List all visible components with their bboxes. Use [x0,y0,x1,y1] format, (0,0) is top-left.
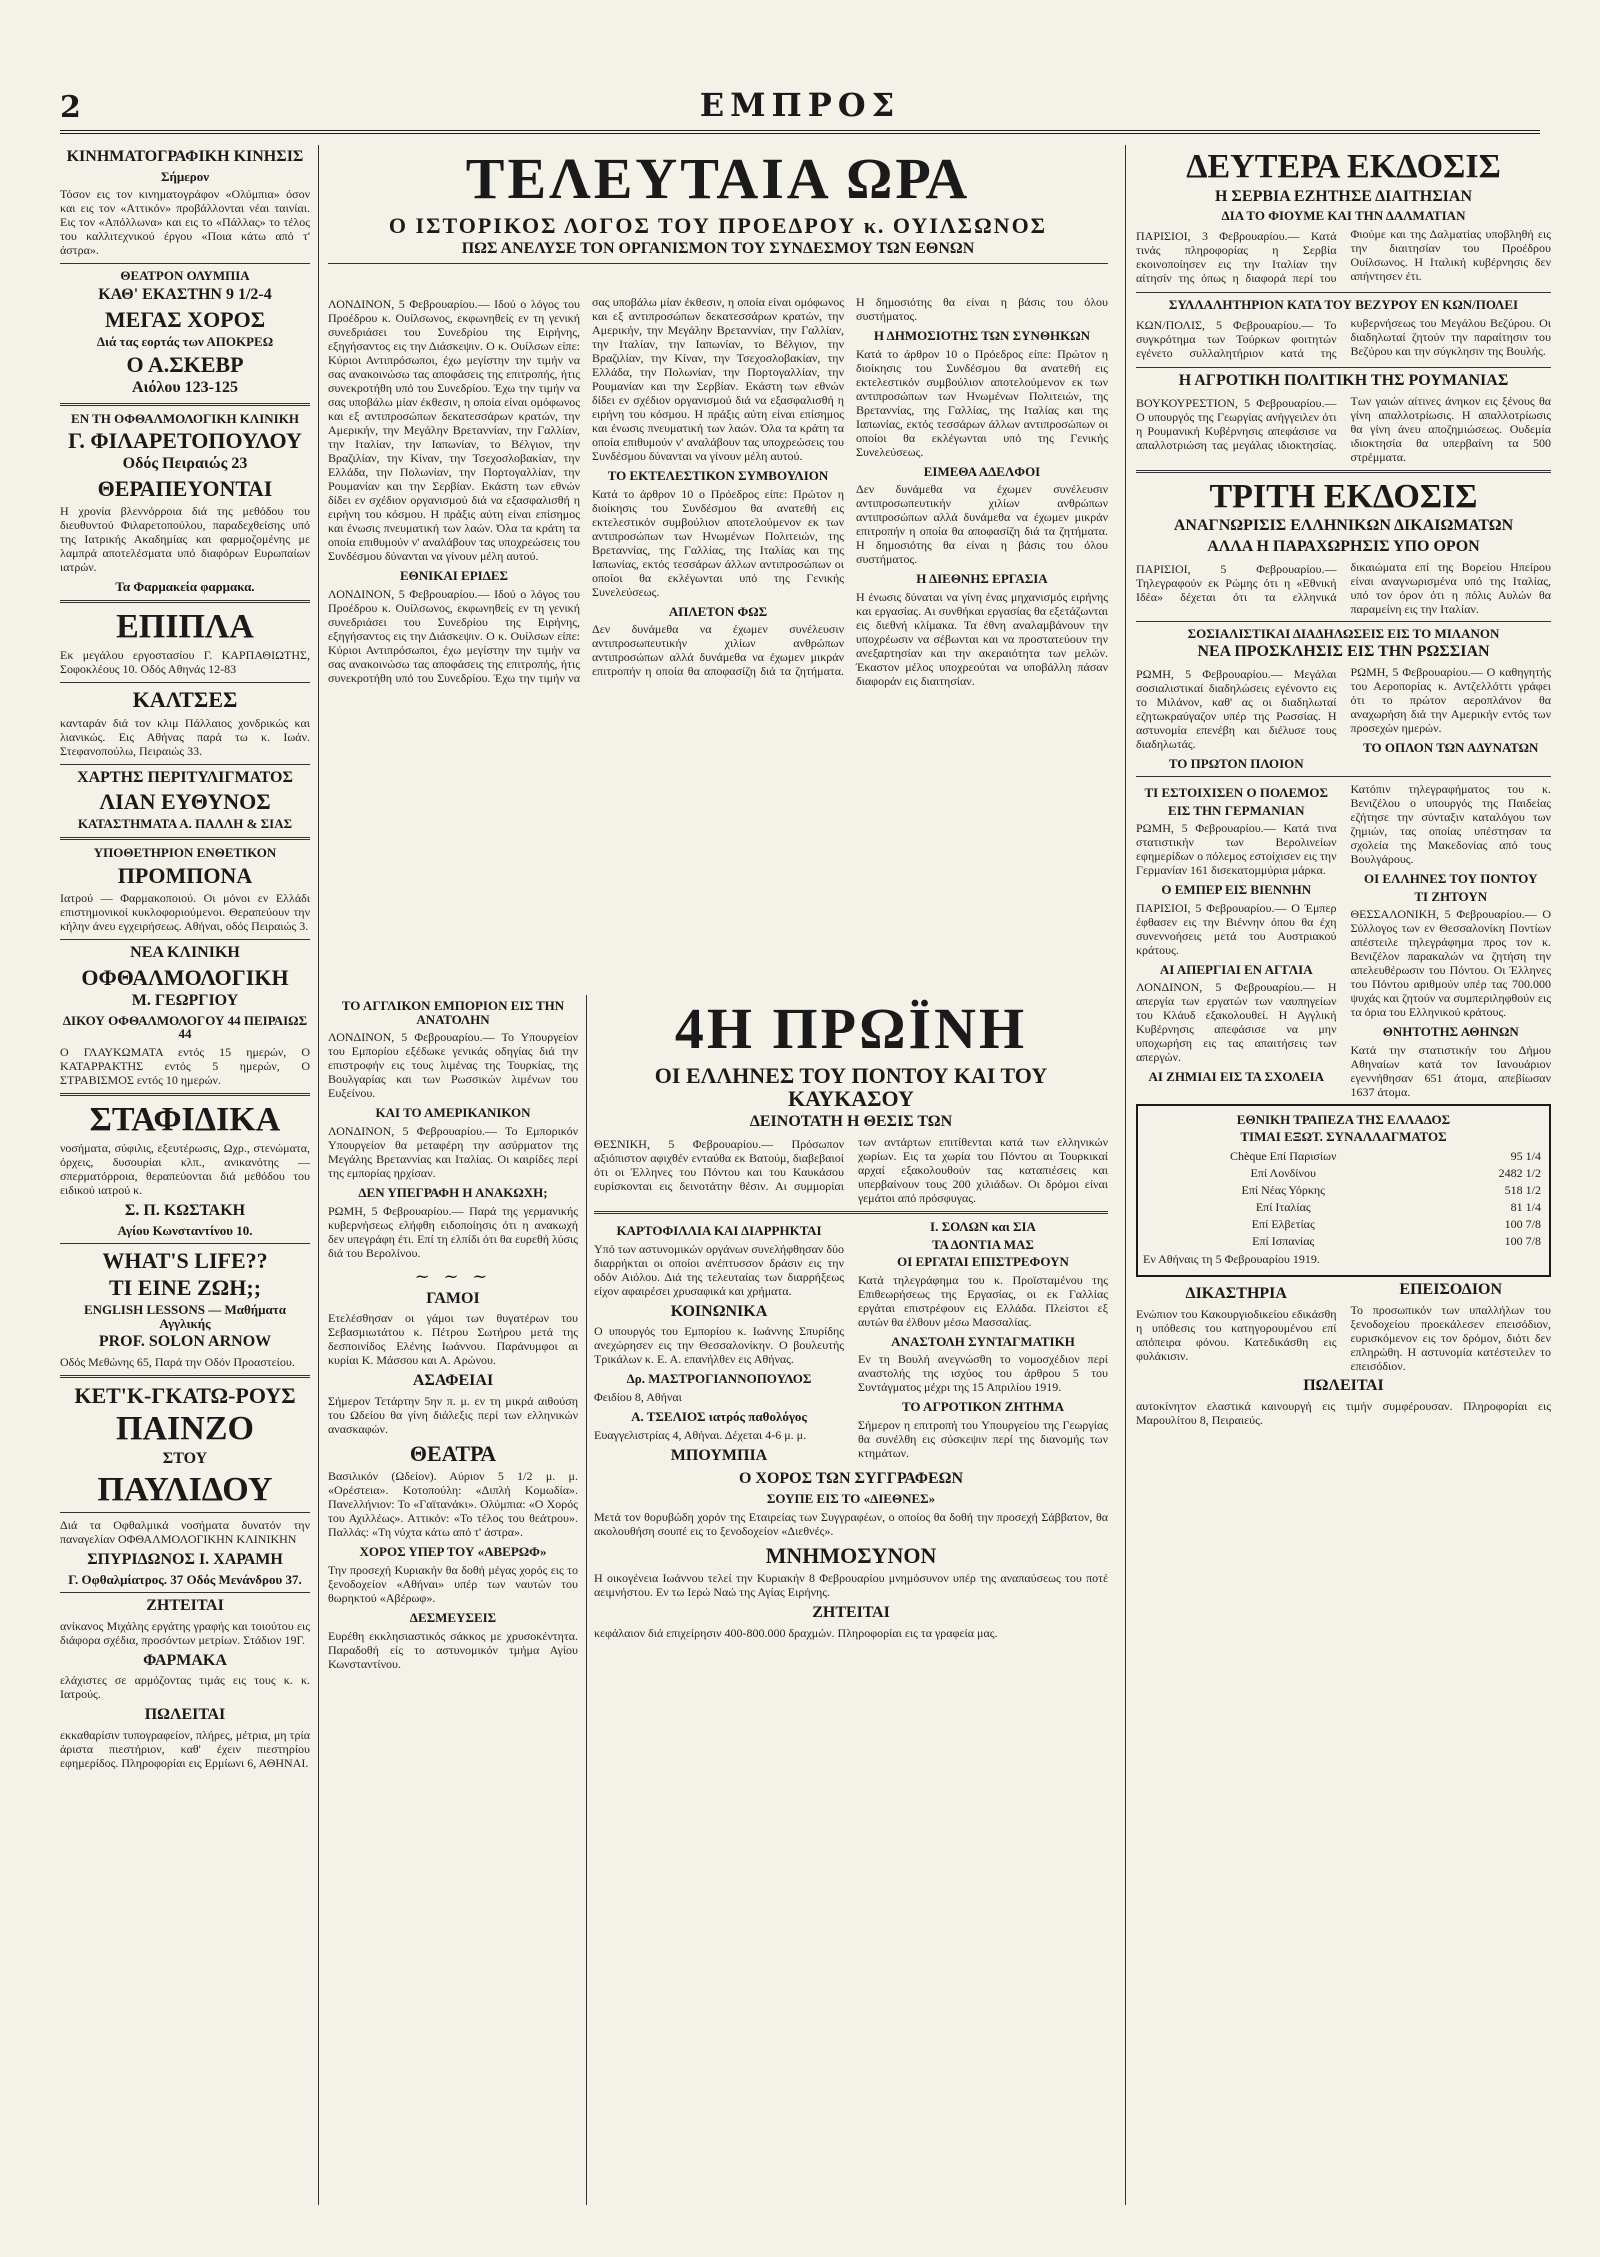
divider [60,263,310,264]
pontou-columns [594,1135,1108,1205]
exchange-rates-table [1143,1148,1544,1250]
eimetha-subheading: ΕΙΜΕΘΑ ΑΔΕΛΦΟΙ [923,463,1041,479]
asafeiai-heading: ΑΣΑΦΕΙΑΙ [412,1372,494,1390]
solon-name: Ι. ΣΟΛΩΝ και ΣΙΑ [930,1218,1036,1234]
theatra-text: Βασιλικόν (Ωδείον). Αύριον 5 1/2 μ. μ. «Ορέστεια». Κοτοπούλη: «Διπλή Κομωδία». Πανελλήνιον: Το «Γαϊτανάκι». Ολύμπια: «Ο Χορός του Αχιλλέως». Αττικόν: «Το τέλος του θεάτρου». Παλλάς: «Τη νύχτα κάτω από τ' άστρα». [328,1469,578,1540]
opla-heading: ΤΟ ΟΠΛΟΝ ΤΩΝ ΑΔΥΝΑΤΩΝ [1363,740,1539,756]
divider [60,403,310,406]
kinima-subheading: Σήμερον [160,168,210,184]
estiakos-heading: ΤΙ ΕΣΤΟΙΧΙΣΕΝ Ο ΠΟΛΕΜΟΣ [1144,784,1329,800]
wilson-text-2: ΛΟΝΔΙΝΟΝ, 5 Φεβρουαρίου.— Ιδού ο λόγος του Προέδρου κ. Ουίλσωνος, εκφωνηθείς εν τη γενική συνεδριάσει του Συνεδρίου της Ειρήνης, εξηγήσαντος εις την Διάσκεψιν. Ο κ. Ουίλσων είπε: Κύριοι Αντιπρόσωποι, έχω μεγίστην την τιμήν να σας ανακοινώσω τας αποφάσεις της επιτροπής, ήτις συνεκροτήθη υπό του Συνεδρίου. Έχω την τιμήν να σας υποβάλω μίαν έκθεσιν, η οποία είναι ομόφωνος και εξ αντιπροσώπων δεκατεσσάρων κρατών, την Αμερικήν, την Μεγάλην Βρεταννίαν, την Γαλλίαν, την Ιταλίαν, την Ιαπωνίαν, το Βέλγιον, την Βραζιλίαν, την Κίναν, την Τσεχοσλοβακίαν, την Ελλάδα, την Πολωνίαν, την Πορτογαλλίαν, την Ρουμανίαν και την Σερβίαν. Εκάστη των εθνών δίδει εν σχέδιον οργανισμού διά να εξασφαλισθή η ειρήνη του κόσμου. Η πράξις αύτη είναι επίσημος και ένωσις πνευματική των λαών. Όλα τα κράτη τα οποία επιθυμούν ν' αναλάβουν τας υποχρεώσεις του Συνδέσμου δύνανται να γίνουν μέλη αυτού. [328,295,844,685]
serbia-subheading: ΔΙΑ ΤΟ ΦΙΟΥΜΕ ΚΑΙ ΤΗΝ ΔΑΛΜΑΤΙΑΝ [1221,208,1466,224]
xarami-intro: Διά τα Οφθαλμικά νοσήματα δυνατόν την παναγελίαν ΟΦΘΑΛΜΟΛΟΓΙΚΗΝ ΚΛΙΝΙΚΗΝ [60,1518,310,1547]
xoros-syggrafeon-text: Μετά τον θορυβώδη χορόν της Εταιρείας των Συγγραφέων, ο οποίος θα δοθή την προσεχή Σάββατον, θα ακολουθήση σουπέ εις το ξενοδοχείον «Διεθνές». [594,1509,1108,1538]
askevr-ad: Ο Α.ΣΚΕΒΡ [126,351,244,377]
stou-line: ΣΤΟΥ [162,1449,208,1467]
pontou-right-text: ΘΕΣΣΑΛΟΝΙΚΗ, 5 Φεβρουαρίου.— Ο Σύλλογος των εν Θεσσαλονίκη Ποντίων απέστειλε τηλεγράφημα προς τον κ. Βενιζέλον παρακαλών να ζητήση την απελευθέρωσιν του Πόντου. Οι Έλληνες του Πόντου αριθμούν υπέρ τας 700.000 ψυχάς και ζητούν να συμπεριληφθούν εις τα όρια του Ελληνικού κράτους. [1350,907,1551,1020]
sosial-columns [1136,665,1551,771]
ektelestikon-subheading: ΤΟ ΕΚΤΕΛΕΣΤΙΚΟΝ ΣΥΜΒΟΥΛΙΟΝ [607,468,829,483]
sylla-text: ΚΩΝ/ΠΟΛΙΣ, 5 Φεβρουαρίου.— Το συγκρότημα των Τούρκων φοιτητών εγένετο συλλαλητήριον κατά της κυβερνήσεως του Μεγάλου Βεζύρου. Οι διαδηλωταί ζητούν την παραίτησιν του Βεζύρου και την σύγκλησιν της Βουλής. [1136,315,1551,360]
aiolou-address: Αιόλου 123-125 [131,378,238,396]
ophthalmo-address: Οδός Πειραιώς 23 [122,455,248,473]
apergiai-text: ΛΟΝΔΙΝΟΝ, 5 Φεβρουαρίου.— Η απεργία των εργατών των ναυπηγείων του Κλάυδ εξακολουθεί. Η Αγγλική Κυβέρνησις απεφάσισε να μην υποχωρήση εις τας απαιτήσεις των απεργών. [1136,980,1337,1065]
anagn-subheading: ΑΛΛΑ Η ΠΑΡΑΧΩΡΗΣΙΣ ΥΠΟ ΟΡΟΝ [1207,538,1480,556]
ophthalmo-intro: ΕΝ ΤΗ ΟΦΘΑΛΜΟΛΟΓΙΚΗ ΚΛΙΝΙΚΗ [71,410,299,426]
kaltses-heading: ΚΑΛΤΣΕΣ [132,687,238,713]
ergasia-subheading: Η ΔΙΕΘΝΗΣ ΕΡΓΑΣΙΑ [916,571,1048,587]
theatra-heading: ΘΕΑΤΡΑ [409,1441,497,1467]
divider [60,1375,310,1378]
zitite2-heading: ΖΗΤΕΙΤΑΙ [812,1603,890,1621]
farmaka-heading: ΦΑΡΜΑΚΑ [143,1651,227,1669]
table-row: Chèque Επί Παρισίων 95 1/4 [1229,1149,1541,1164]
epeisodion-heading: ΕΠΕΙΣΟΔΙΟΝ [1399,1281,1503,1299]
wilson-article [328,295,1108,985]
anagn-text: ΠΑΡΙΣΙΟΙ, 5 Φεβρουαρίου.— Τηλεγραφούν εκ Ρώμης ότι η «Εθνική Ιδέα» δέχεται ότι τα ελληνικά δικαιώματα επί της Βορείου Ηπείρου είναι αναγνωρισμένα υπό της Ιταλίας, υπό τον όρον ότι η πόλις Αυλών θα παραμείνη εις την Ιταλίαν. [1136,559,1551,616]
divider [1136,470,1551,473]
sosial-heading: ΣΟΣΙΑΛΙΣΤΙΚΑΙ ΔΙΑΔΗΛΩΣΕΙΣ ΕΙΣ ΤΟ ΜΙΛΑΝΟΝ [1187,625,1500,641]
xoros-averof-heading: ΧΟΡΟΣ ΥΠΕΡ ΤΟΥ «ΑΒΕΡΩΦ» [359,1544,547,1560]
divider [1136,621,1551,622]
wilson-subheading: ΠΩΣ ΑΝΕΛΥΣΕ ΤΟΝ ΟΡΓΑΝΙΣΜΟΝ ΤΟΥ ΣΥΝΔΕΣΜΟΥ ΤΩΝ ΕΘΝΩΝ [461,239,975,257]
trapeza-heading: ΕΘΝΙΚΗ ΤΡΑΠΕΖΑ ΤΗΣ ΕΛΛΑΔΟΣ [1236,1111,1451,1127]
apleton-subheading: ΑΠΛΕΤΟΝ ΦΩΣ [668,603,768,619]
ophthalmologiki-heading: ΟΦΘΑΛΜΟΛΟΓΙΚΗ [81,964,289,990]
divider [60,837,310,840]
xartis-heading: ΧΑΡΤΗΣ ΠΕΡΙΤΥΛΙΓΜΑΤΟΣ [77,768,293,786]
therapeuontai-heading: ΘΕΡΑΠΕΥΟΝΤΑΙ [97,476,273,502]
table-row: Επί Ιταλίας 81 1/4 [1255,1200,1541,1215]
divider [1136,776,1551,777]
serbia-text: ΠΑΡΙΣΙΟΙ, 3 Φεβρουαρίου.— Κατά τινάς πληροφορίας η Σερβία εκοινοποίησεν εις την Ιταλίαν την αίτησίν της όπως η διαφορά περί του Φιούμε και της Δαλματίας υποβληθή εις την διαιτησίαν του Προέδρου Ουίλσωνος. Η Ιταλική κυβέρνησις δεν απήντησεν έτι. [1136,227,1551,286]
stafidika-heading: ΣΤΑΦΙΔΙΚΑ [89,1100,281,1138]
trapeza-footer: Εν Αθήναις τη 5 Φεβρουαρίου 1919. [1143,1252,1320,1267]
poleitai-heading: ΠΩΛΕΙΤΑΙ [144,1706,226,1724]
prof-address: Οδός Μεθώνης 65, Παρά την Οδόν Προαστείου. [60,1355,295,1370]
divider [60,1093,310,1096]
english-lessons: ENGLISH LESSONS — Μαθήματα Αγγλικής [83,1302,287,1331]
anagn-columns [1136,560,1551,616]
anagn-heading: ΑΝΑΓΝΩΡΙΣΙΣ ΕΛΛΗΝΙΚΩΝ ΔΙΚΑΙΩΜΑΤΩΝ [1173,517,1514,535]
ta-dontia-heading: ΤΑ ΔΟΝΤΙΑ ΜΑΣ [932,1236,1034,1252]
nea-kliniki: ΝΕΑ ΚΛΙΝΙΚΗ [130,943,240,961]
mastrog-name: Δρ. ΜΑΣΤΡΟΓΙΑΝΝΟΠΟΥΛΟΣ [626,1371,812,1387]
newspaper-page [60,60,1551,2210]
divider [60,1592,310,1593]
kinima-heading: ΚΙΝΗΜΑΤΟΓΡΑΦΙΚΗ ΚΙΝΗΣΙΣ [66,148,304,165]
pontou-text: ΘΕΣΝΙΚΗ, 5 Φεβρουαρίου.— Πρόσωπον αξιόπιστον αφιχθέν ενταύθα εκ Βατούμ, διαβεβαιοί ότι οι Έλληνες του Πόντου και του Καυκάσου ευρίσκονται εις δεινοτάτην θέσιν. Αι συμμορίαι των αντάρτων επιτίθενται κατά των ελληνικών χωρίων. Εις τα χωρία του Πόντου αι Τουρκικαί αρχαί εξακολουθούν τας καταπιέσεις και υπερβαίνουν τους 200 χιλιάδων. Οι δρόμοι είναι γεμάτοι από πρόσφυγας. [594,1134,1108,1205]
page-header [60,60,1540,134]
georgiou-name: Μ. ΓΕΩΡΓΙΟΥ [131,991,239,1009]
prof-name: PROF. SOLON ARNOW [98,1333,272,1351]
anastoli-text: Εν τη Βουλή ανεγνώσθη το νομοσχέδιον περί αναστολής της ισχύος του άρθρου 5 του Συντάγματος μέχρι της 15 Απριλίου 1919. [858,1352,1108,1395]
den-ypegrafi-heading: ΔΕΝ ΥΠΕΓΡΑΦΗ Η ΑΝΑΚΩΧΗ; [358,1184,548,1200]
table-row: Επί Ελβετίας 100 7/8 [1251,1217,1541,1232]
lower-news-columns [594,1220,1108,1467]
right-column [1125,145,1551,2205]
xartis-subheading: ΛΙΑΝ ΕΥΘΥΝΟΣ [99,789,271,815]
zitite-text: ανίκανος Μιχάλης εργάτης γραφής και τοιούτου εις διάφορα σχέδια, προσόντων μετρίων. Στάδιον 19Γ. [60,1618,310,1647]
divider [1136,292,1551,293]
xarami-address: Γ. Οφθαλμίατρος. 37 Οδός Μενάνδρου 37. [68,1572,302,1588]
right-bottom-columns [1136,1282,1551,1374]
xartis-shop: ΚΑΤΑΣΤΗΜΑΤΑ Α. ΠΑΛΛΗ & ΣΙΑΣ [77,816,293,832]
mpoumpia-heading: ΜΠΟΥΜΠΙΑ [670,1446,768,1464]
wilson-heading: Ο ΙΣΤΟΡΙΚΟΣ ΛΟΓΟΣ ΤΟΥ ΠΡΟΕΔΡΟΥ κ. ΟΥΙΛΣΩΝΟΣ [388,212,1048,238]
georgiou-text: Ο ΓΛΑΥΚΩΜΑΤΑ εντός 15 ημερών, Ο ΚΑΤΑΡΡΑΚΤΗΣ εντός 5 ημερών, Ο ΣΤΡΑΒΙΣΜΟΣ εντός 10 ημερών. [60,1044,310,1087]
kartofl-text: Υπό των αστυνομικών οργάνων συνελήφθησαν δύο διαρρήκται οι οποίοι ανέπτυσσον δράσιν εις την οδόν Αιόλου. Διά της τελευταίας των διαρρήξεως είχον αφαιρέσει χρυσαφικά και χρήματα. [594,1241,844,1298]
ophthalmo-name: Γ. ΦΙΛΑΡΕΤΟΠΟΥΛΟΥ [68,428,302,454]
mnimosyno-heading: ΜΝΗΜΟΣΥΝΟΝ [765,1542,937,1568]
megas-xoros: ΜΕΓΑΣ ΧΟΡΟΣ [104,306,266,332]
asafeiai-text: Σήμερον Τετάρτην 5ην π. μ. εν τη μικρά αιθούση του Ωδείου θα γίνη διάλεξις περί των ελληνικών ανασκαφών. [328,1394,578,1437]
xoros-syggrafeon-heading: Ο ΧΟΡΟΣ ΤΩΝ ΣΥΓΓΡΑΦΕΩΝ [738,1470,964,1488]
poleitai-text: εκκαθαρίσιν τυπογραφείον, πλήρες, μέτρια, μη τρία άριστα πιεστήριον, καθ' έχειν πιεστηρίου εφημερίδος. Πληροφορίαι εις Ερμίωνι 6, ΑΘΗΝΑΙ. [60,1728,310,1771]
zimiai-text: Κατόπιν τηλεγραφήματος του κ. Βενιζέλου ο υπουργός της Παιδείας εζήτησε την σύνταξιν καταλόγου των ζημιών, τας οποίας υπέστησαν τα σχολεία της Μακεδονίας από τους Βουλγάρους. [1350,781,1551,866]
kinima-text: Τόσον εις τον κινηματογράφον «Ολύμπια» όσον και εις τον «Αττικόν» προβάλλονται νέαι ταινίαι. Εις τον «Απόλλωνα» και εις το «Πάλλας» το τέλος του καλλιτεχνικού έργου «Ποια κάτω από τ' άστρα». [60,187,310,258]
promponas-text: Ιατρού — Φαρμακοποιού. Οι μόνοι εν Ελλάδι επιστημονικοί κυκλοφοριούμενοι. Θεραπεύουν την κήλην άνευ εγχειρήσεως. Αθήναι, οδός Πειραιώς 3. [60,890,310,933]
anastoli-heading: ΑΝΑΣΤΟΛΗ ΣΥΝΤΑΓΜΑΤΙΚΗ [891,1333,1075,1349]
divider [328,263,1108,264]
serbia-columns [1136,227,1551,287]
stafidika-text: νοσήματα, σύφιλις, εξευτέρωσις, Ωχρ., στενώματα, όρχεις, δυσουρίαι κλπ., ανικανότης — σπερματόρροια, θεραπεύονται διά μεθόδου του ειδικού ιατρού κ. [60,1141,310,1198]
agglikon-heading: ΤΟ ΑΓΓΛΙΚΟΝ ΕΜΠΟΡΙΟΝ ΕΙΣ ΤΗΝ ΑΝΑΤΟΛΗΝ [341,998,565,1027]
triti-ekdosis-heading: ΤΡΙΤΗ ΕΚΔΟΣΙΣ [1209,477,1478,515]
poleitai-right-heading: ΠΩΛΕΙΤΑΙ [1303,1376,1384,1394]
deutera-ekdosis-heading: ΔΕΥΤΕΡΑ ΕΚΔΟΣΙΣ [1186,148,1501,185]
divider [594,1211,1108,1214]
apleton-text: Δεν δυνάμεθα να έχωμεν συνέλευσιν αντιπροσωπευτικήν χιλίων ανθρώπων αντιπροσώπων αλλά δυνάμεθα να έχωμεν μικράν επιτροπήν η οποία θα αποφασίζη διά τα ζητήματα. Η δημοσιότης θα είναι η βάσις του όλου συστήματος. [592,295,1108,679]
deloseis-text: Ευρέθη εκκλησιαστικός σάκκος με χρυσοκέντητα. Παραδοθή είς το αστυνομικόν τμήμα Αγίου Κωνσταντίνου. [328,1628,578,1671]
pontou-subheading: ΔΕΙΝΟΤΑΤΗ Η ΘΕΣΙΣ ΤΩΝ [749,1113,953,1131]
poleitai-right-text: αυτοκίνητον ελαστικά καινουργή εις τιμήν συμφέρουσαν. Πληροφορίαι εις Μαρουλίτου 8, Πειραιεύς. [1136,1398,1551,1427]
kostakis-name: Σ. Π. ΚΩΣΤΑΚΗ [124,1202,246,1220]
kostakis-address: Αγίου Κωνσταντίνου 10. [117,1223,253,1239]
agrotiki-text: ΒΟΥΚΟΥΡΕΣΤΙΟΝ, 5 Φεβρουαρίου.— Ο υπουργός της Γεωργίας ανήγγειλεν ότι η Ρουμανική Κυβέρνησις απεφάσισε να απαλλοτριώση τας μεγάλας ιδιοκτησίας. Των γαιών αίτινες άνηκον εις ξένους θα γίνη απαλλοτρίωσις. Η απαλλοτρίωσις θα γίνη άνευ αποζημιώσεως. Ουδεμία ιδιοκτησία θα υπερβαίνη τα 500 στρέμματα. [1136,393,1551,464]
ti-eine-zoi-heading: ΤΙ ΕΙΝΕ ΖΩΗ;; [108,1275,262,1300]
agrotiko-text: Σήμερον η επιτροπή του Υπουργείου της Γεωργίας θα συνέλθη εις σύσκεψιν περί της διανομής των κτημάτων. [858,1418,1108,1461]
wilson-columns [328,295,1108,688]
proini-heading: 4Η ΠΡΩΪΝΗ [674,996,1028,1061]
painzo-heading: ΠΑΙΝΖΟ [116,1410,254,1448]
xoros-syggrafeon-subheading: ΣΟΥΠΕ ΕΙΣ ΤΟ «ΔΙΕΘΝΕΣ» [766,1491,936,1507]
sylla-columns [1136,316,1551,362]
estiakos-text: ΡΩΜΗ, 5 Φεβρουαρίου.— Κατά τινα στατιστικήν των Βερολινείων εφημερίδων ο πόλεμος εστοίχισεν εις την Γερμανίαν 161 δισεκατομμύρια μάρκα. [1136,821,1337,878]
divider [60,1512,310,1513]
thnitotis-heading: ΘΝΗΤΟΤΗΣ ΑΘΗΝΩΝ [1382,1024,1519,1040]
olympia-line: ΚΑΘ' ΕΚΑΣΤΗΝ 9 1/2-4 [98,286,272,304]
exchange-rates-box [1136,1104,1551,1277]
agrotiko-heading: ΤΟ ΑΓΡΟΤΙΚΟΝ ΖΗΤΗΜΑ [901,1399,1065,1415]
left-column [60,145,319,2205]
divider [60,1243,310,1244]
mastrog-address: Φειδίου 8, Αθήναι [594,1389,682,1404]
pontou-right-heading: ΟΙ ΕΛΛΗΝΕΣ ΤΟΥ ΠΟΝΤΟΥ [1364,870,1538,886]
epeisodion-text: Το προσωπικόν των υπαλλήλων του ξενοδοχείου προεκάλεσεν επεισόδιον, ευρισκόμενον εις τον δρόμον, διότι δεν επληρώθη. Η αστυνομία κατέστειλεν το επεισόδιον. [1350,1302,1551,1373]
farmaka-line: Τα Φαρμακεία φαρμακα. [115,579,255,595]
right-lower-columns [1136,782,1551,1099]
kartofl-heading: ΚΑΡΤΟΦΙΛΛΙΑ ΚΑΙ ΔΙΑΡΡΗΚΤΑΙ [616,1222,822,1238]
pontou-right-subheading: ΤΙ ΖΗΤΟΥΝ [1414,888,1488,904]
trapeza-subheading: ΤΙΜΑΙ ΕΞΩΤ. ΣΥΝΑΛΛΑΓΜΑΤΟΣ [1240,1129,1447,1145]
tselios-name: Α. ΤΣΕΛΙΟΣ ιατρός παθολόγος [631,1408,807,1424]
deloseis-heading: ΔΕΣΜΕΥΣΕΙΣ [409,1609,497,1625]
pavlidou-heading: ΠΑΥΛΙΔΟΥ [97,1470,273,1508]
xoros-averof-text: Την προσεχή Κυριακήν θα δοθή μέγας χορός εις το ξενοδοχείον «Αθήναι» υπέρ των ναυτών του θωρηκτού «Αβέρωφ». [328,1562,578,1605]
proto-ploion-heading: ΤΟ ΠΡΩΤΟΝ ΠΛΟΙΟΝ [1168,756,1304,772]
zitite-heading: ΖΗΤΕΙΤΑΙ [146,1596,224,1614]
promponas-intro: ΥΠΟΘΕΤΗΡΙΟΝ ΕΝΘΕΤΙΚΟΝ [93,845,277,861]
ketk-heading: ΚΕΤ'Κ-ΓΚΑΤΩ-ΡΟΥΣ [74,1383,296,1409]
mnimosyno-text: Η οικογένεια Ιωάννου τελεί την Κυριακήν 8 Φεβρουαρίου μνημόσυνον υπέρ της αναπαύσεως του ποτέ αειμνήστου. Εν τω Ιερώ Ναώ της Αγίας Ειρήνης. [594,1570,1108,1599]
georgiou-address: ΔΙΚΟΥ ΟΦΘΑΛΜΟΛΟΓΟΥ 44 ΠΕΙΡΑΙΩΣ 44 [62,1012,308,1042]
ornament: ~ ~ ~ [414,1265,492,1287]
epipla-heading: ΕΠΙΠΛΑ [116,607,254,645]
thnitotis-text: Κατά την στατιστικήν του Δήμου Αθηναίων κατά τον Ιανουάριον εγεννήθησαν 651 άτομα, απεβίωσαν 1637 άτομα. [1350,1042,1551,1099]
promponas-heading: ΠΡΟΜΠΟΝΑ [117,862,253,888]
gamoi-heading: ΓΑΜΟΙ [426,1289,480,1307]
ektelestikon-text: Κατά το άρθρον 10 ο Πρόεδρος είπε: Πρώτον η διοίκησις του Συνδέσμου θα ανατεθή εις εκτελεστικόν συμβούλιον αποτελούμενον εκ των αντιπροσώπων των Ηνωμένων Πολιτειών, της Βρεταννίας, της Γαλλίας, της Ιταλίας και της Ιαπωνίας, εκτός τεσσάρων άλλων αντιπροσώπων οι οποίοι θα εκλέγωνται υπό της Γενικής Συνελεύσεως. [592,486,844,599]
teleutaia-ora-heading: ΤΕΛΕΥΤΑΙΑ ΩΡΑ [465,146,971,211]
empeor-text: ΠΑΡΙΣΙΟΙ, 5 Φεβρουαρίου.— Ο Έμπερ έφθασεν εις την Βιέννην όπου θα έχη συνεννοήσεις μετά του Αυστριακού κράτους. [1136,900,1337,957]
divider [1136,367,1551,368]
kaltses-text: κανταράν διά τον κλιμ Πάλλαιος χονδρικώς και λιανικώς. Εις Αθήνας παρά τω κ. Ιωάν. Στεφανοπούλω, Πειραιώς 33. [60,715,310,758]
dikastiria-heading: ΔΙΚΑΣΤΗΡΙΑ [1185,1285,1287,1303]
estiakos-subheading: ΕΙΣ ΤΗΝ ΓΕΡΜΑΝΙΑΝ [1168,802,1305,818]
masthead: ΕΜΠΡΟΣ [699,86,901,124]
empeor-heading: Ο ΕΜΠΕΡ ΕΙΣ ΒΙΕΝΝΗΝ [1161,882,1312,898]
proto-ploion-text: ΡΩΜΗ, 5 Φεβρουαρίου.— Ο καθηγητής του Αεροπορίας κ. Αντζελλόττι γράφει ότι το πρώτον αεροπλάνον θα αναχωρήση διά την Αμερικήν εντός των προσεχών ημερών. [1350,665,1551,736]
table-row: Επί Ισπανίας 100 7/8 [1252,1234,1541,1249]
divider [60,764,310,765]
eimetha-text: Δεν δυνάμεθα να έχωμεν συνέλευσιν αντιπροσωπευτικήν χιλίων ανθρώπων αντιπροσώπων αλλά δυνάμεθα να έχωμεν μικράν επιτροπήν η οποία θα αποφασίζη διά τα ζητήματα. Η δημοσιότης θα είναι η βάσις του όλου συστήματος. [856,482,1108,567]
ophthalmo-text: Η χρονία βλεννόρροια διά της μεθόδου του διευθυντού Φιλαρετοπούλου, παραδεχθείσης υπό της Ιατρικής Ακαδημίας και φαρμοζομένης με λαμπρά αποτελέσματα υπό διαφόρων Ευρωπαίων ιατρών. [60,504,310,575]
center-column [328,145,1108,2205]
center-right-news [594,995,1108,2205]
divider [60,600,310,603]
eidikai-subheading: ΕΘΝΙΚΑΙ ΕΡΙΔΕΣ [399,568,509,583]
xarami-name: ΣΠΥΡΙΔΩΝΟΣ Ι. ΧΑΡΑΜΗ [87,1551,283,1569]
agglikon-text: ΛΟΝΔΙΝΟΝ, 5 Φεβρουαρίου.— Το Υπουργείον του Εμπορίου εξέδωκε γενικάς οδηγίας διά την επιστροφήν εις τους λιμένας της Τουρκίας, της Βουλγαρίας και των Ρωσσικών λιμένων του Ευξείνου. [328,1030,578,1101]
dikastiria-text: Ενώπιον του Κακουργιοδικείου εδικάσθη η υπόθεσις του κατηγορουμένου επί απόπειρα φόνου. Κατεδικάσθη εις φυλάκισιν. [1136,1306,1337,1363]
den-ypegrafi-text: ΡΩΜΗ, 5 Φεβρουαρίου.— Παρά της γερμανικής κυβερνήσεως ελήφθη ειδοποίησις ότι η ανακωχή δεν υπεγράφη έτι. Επί τη ελπίδι ότι θα ευρεθή λύσις διά του Βερολίνου. [328,1203,578,1260]
ergates-heading: ΟΙ ΕΡΓΑΤΑΙ ΕΠΙΣΤΡΕΦΟΥΝ [897,1254,1069,1270]
divider [60,939,310,940]
epipla-text: Εκ μεγάλου εργοστασίου Γ. ΚΑΡΠΑΘΙΩΤΗΣ, Σοφοκλέους 10. Οδός Αθηνάς 12-83 [60,648,310,677]
sosial-text: ΡΩΜΗ, 5 Φεβρουαρίου.— Μεγάλαι σοσιαλιστικαί διαδηλώσεις εγένοντο εις το Μιλάνον, καθ' ας οι διαδηλωταί εζητωκραύγαζον υπέρ της Ρωσσίας. Η αστυνομία επενέβη και διέλυσε τους διαδηλωτάς. [1136,667,1337,752]
divider [60,682,310,683]
koinonika-heading: ΚΟΙΝΩΝΙΚΑ [670,1302,768,1320]
center-left-news [328,995,587,2205]
amerikanikon-heading: ΚΑΙ ΤΟ ΑΜΕΡΙΚΑΝΙΚΟΝ [375,1105,531,1121]
page-number: 2 [60,90,81,125]
serbia-heading: Η ΣΕΡΒΙΑ ΕΖΗΤΗΣΕ ΔΙΑΙΤΗΣΙΑΝ [1214,187,1473,205]
zimiai-heading: ΑΙ ΖΗΜΙΑΙ ΕΙΣ ΤΑ ΣΧΟΛΕΙΑ [1148,1069,1325,1085]
agrotiki-heading: Η ΑΓΡΟΤΙΚΗ ΠΟΛΙΤΙΚΗ ΤΗΣ ΡΟΥΜΑΝΙΑΣ [1178,371,1509,389]
apokreo-line: Διά τας εορτάς των ΑΠΟΚΡΕΩ [96,333,274,349]
ergates-text: Κατά τηλεγράφημα του κ. Προϊσταμένου της Επιθεωρήσεως της Εργασίας, οι εκ Γαλλίας εργάται επιστρέφουν εις Ελλάδα. Πλείστοι εξ αυτών θα έλθουν μέσω Μασσαλίας. [858,1272,1108,1329]
ergasia-text: Η ένωσις δύναται να γίνη ένας μηχανισμός ειρήνης και εργασίας. Αι συνθήκαι εργασίας θα εξετάζωνται εις διεθνή κλίμακα. Τα έθνη αναλαμβάνουν την υποχρέωσιν να σέβωνται και να προστατεύουν την ανεξαρτησίαν και την ακεραιότητα των μελών. Έκαστον μέλος υποχρεούται να υποβάλλη πάσαν διαφοράν εις διαιτησίαν. [856,589,1108,688]
tselios-text: Ευαγγελιστρίας 4, Αθήναι. Δέχεται 4-6 μ. μ. [594,1427,807,1442]
pontou-heading: ΟΙ ΕΛΛΗΝΕΣ ΤΟΥ ΠΟΝΤΟΥ ΚΑΙ ΤΟΥ ΚΑΥΚΑΣΟΥ [654,1062,1048,1111]
apergiai-heading: ΑΙ ΑΠΕΡΓΙΑΙ ΕΝ ΑΓΓΛΙΑ [1159,961,1313,977]
amerikanikon-text: ΛΟΝΔΙΝΟΝ, 5 Φεβρουαρίου.— Το Εμπορικόν Υπουργείον θα μεταφέρη την ασύρματον της Μεγάλης Βρεταννίας και Ιταλίας. Οι καιρίδες περί της εμπορίας ηρχίσαν. [328,1123,578,1180]
synthikon-subheading: Η ΔΗΜΟΣΙΟΤΗΣ ΤΩΝ ΣΥΝΘΗΚΩΝ [873,328,1091,343]
zitite2-text: κεφάλαιον διά επιχείρησιν 400-800.000 δραχμών. Πληροφορίαι εις τα γραφεία μας. [594,1625,998,1640]
wilson-text: ΛΟΝΔΙΝΟΝ, 5 Φεβρουαρίου.— Ιδού ο λόγος του Προέδρου κ. Ουίλσωνος, εκφωνηθείς εν τη γενική συνεδριάσει του Συνεδρίου της Ειρήνης, εξηγήσαντος εις την Διάσκεψιν. Ο κ. Ουίλσων είπε: Κύριοι Αντιπρόσωποι, έχω μεγίστην την τιμήν να σας ανακοινώσω τας αποφάσεις της επιτροπής, ήτις συνεκροτήθη υπό του Συνεδρίου. Έχω την τιμήν να σας υποβάλω μίαν έκθεσιν, η οποία είναι ομόφωνος και εξ αντιπροσώπων δεκατεσσάρων κρατών, την Αμερικήν, την Μεγάλην Βρεταννίαν, την Γαλλίαν, την Ιταλίαν, την Ιαπωνίαν, το Βέλγιον, την Βραζιλίαν, την Κίναν, την Τσεχοσλοβακίαν, την Ελλάδα, την Πολωνίαν, την Πορτογαλλίαν, την Ρουμανίαν και την Σερβίαν. Εκάστη των εθνών δίδει εν σχέδιον οργανισμού διά να εξασφαλισθή η ειρήνη του κόσμου. Η πράξις αύτη είναι επίσημος και ένωσις πνευματική των λαών. Όλα τα κράτη τα οποία επιθυμούν ν' αναλάβουν τας υποχρεώσεις του Συνδέσμου δύνανται να γίνουν μέλη αυτού. [328,297,580,563]
sosial-subheading: ΝΕΑ ΠΡΟΣΚΛΗΣΙΣ ΕΙΣ ΤΗΝ ΡΩΣΣΙΑΝ [1197,643,1490,661]
agrotiki-columns [1136,394,1551,464]
gamoi-text: Ετελέσθησαν οι γάμοι των θυγατέρων του Σεβασμιωτάτου κ. Πέτρου Σωτήρου μετά της δεσποινίδος Ελένης Ιωάννου. Παράνυμφοι αι κυρίαι Κ. Μάσσου και Α. Αρώνου. [328,1311,578,1368]
koinonika-text: Ο υπουργός του Εμπορίου κ. Ιωάννης Σπυρίδης ανεχώρησεν εις την Θεσσαλονίκην. Ο βουλευτής Τρικάλων κ. Ε. Α. επανήλθεν εις Αθήνας. [594,1324,844,1367]
synthikon-text: Κατά το άρθρον 10 ο Πρόεδρος είπε: Πρώτον η διοίκησις του Συνδέσμου θα ανατεθή εις εκτελεστικόν συμβούλιον αποτελούμενον εκ των αντιπροσώπων των Ηνωμένων Πολιτειών, της Βρεταννίας, της Γαλλίας, της Ιταλίας και της Ιαπωνίας, εκτός τεσσάρων άλλων αντιπροσώπων οι οποίοι θα εκλέγωνται υπό της Γενικής Συνελεύσεως. [856,346,1108,459]
farmaka-text: ελάχιστες σε αρμόζοντας τιμάς εις τους κ. κ. Ιατρούς. [60,1673,310,1702]
table-row: Επί Λονδίνου 2482 1/2 [1250,1166,1541,1181]
whats-life-heading: WHAT'S LIFE?? [102,1247,268,1273]
olympia-heading: ΘΕΑΤΡΟΝ ΟΛΥΜΠΙΑ [120,268,250,284]
table-row: Επί Νέας Υόρκης 518 1/2 [1241,1183,1541,1198]
sylla-heading: ΣΥΛΛΑΛΗΤΗΡΙΟΝ ΚΑΤΑ ΤΟΥ ΒΕΖΥΡΟΥ ΕΝ ΚΩΝ/ΠΟΛΕΙ [1168,297,1519,313]
